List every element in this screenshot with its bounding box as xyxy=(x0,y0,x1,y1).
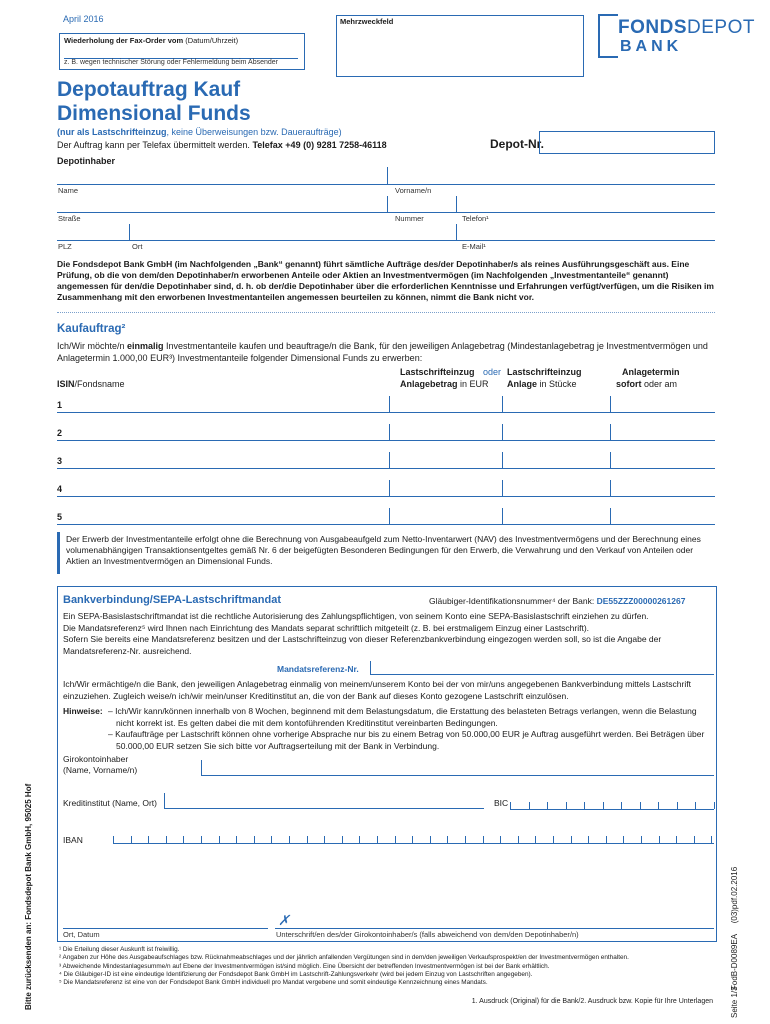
col-betrag-line2-rest: in EUR xyxy=(457,379,489,389)
name-input[interactable] xyxy=(57,168,385,184)
comb-tick xyxy=(621,802,622,809)
comb-tick xyxy=(695,802,696,809)
account-holder-label-2: (Name, Vorname/n) xyxy=(63,765,138,775)
stuecke-input[interactable] xyxy=(505,508,608,524)
bank-name-input[interactable] xyxy=(164,793,484,809)
sepa-authorization: Ich/Wir ermächtige/n die Bank, den jeweiligen Anlagebetrag einmalig von meinem/unserem Konto bei der von mir/uns angegebenen Bankverbindung mittels Lastschrift einzuziehen. Zugleich weise/n ich/wir mein/unser Kreditinstitut an, die von der Bank auf dieses Konto gezogene Lastschrift einzulösen. xyxy=(63,679,691,701)
plz-input[interactable] xyxy=(57,224,127,240)
comb-tick xyxy=(603,802,604,809)
comb-tick xyxy=(658,802,659,809)
comb-tick xyxy=(535,836,536,843)
telefon-input[interactable] xyxy=(459,196,715,212)
order-row-divider xyxy=(610,396,611,412)
comb-tick xyxy=(342,836,343,843)
comb-tick xyxy=(447,836,448,843)
ort-input[interactable] xyxy=(132,224,454,240)
creditor-id-value: DE55ZZZ00000261267 xyxy=(596,596,686,606)
hint-list xyxy=(108,706,711,752)
order-row-divider xyxy=(610,424,611,440)
order-row-line xyxy=(57,412,715,413)
comb-tick xyxy=(359,836,360,843)
page-title xyxy=(57,78,251,126)
vorname-input[interactable] xyxy=(390,168,715,184)
anlagetermin-input[interactable] xyxy=(613,480,715,496)
order-row-divider xyxy=(502,480,503,496)
depot-nr-input[interactable] xyxy=(539,131,715,154)
place-date-line[interactable] xyxy=(63,928,268,929)
sepa-p1: Ein SEPA-Basislastschriftmandat ist die rechtliche Autorisierung des Zahlungspflichtigen, von seinem Konto eine SEPA-Basislastschrift einziehen zu dürfen. xyxy=(63,611,649,621)
sepa-p3: Sofern Sie bereits eine Mandatsreferenz besitzen und der Lastschrifteinzug von dieser Referenzbankverbindung eingezogen werden soll, so ist die Angabe der Mandatsreferenz-Nr. ausreichend. xyxy=(63,634,662,656)
anlagebetrag-input[interactable] xyxy=(392,452,500,468)
col-betrag-line2-bold: Anlagebetrag xyxy=(400,379,458,389)
nummer-label: Nummer xyxy=(395,214,424,223)
depotinhaber-row1-divider xyxy=(387,167,388,184)
execution-only-disclaimer: Die Fondsdepot Bank GmbH (im Nachfolgenden „Bank“ genannt) führt sämtliche Aufträge des/der Depotinhaber/s als reines Ausführungsgeschäft aus. Eine Prüfung, ob die von dem/den Depotinhaber/n erworbenen Anteile oder Aktien an Investmentvermögen (im Nachfolgenden „Investmentanteile“ genannt) angemessen für den/die Depotinhaber sind, d. h. ob der/die Depotinhaber über die erforderlichen Kenntnisse und Erfahrungen verfügt/verfügen, um die Risiken im Zusammenhang mit den erworbenen Investmentanteilen angemessen beurteilen zu können, nimmt die Bank nicht vor. xyxy=(57,259,714,302)
comb-tick xyxy=(236,836,237,843)
comb-tick xyxy=(412,836,413,843)
intro-pre: Ich/Wir möchte/n xyxy=(57,341,128,351)
strasse-label: Straße xyxy=(58,214,81,223)
isin-input[interactable] xyxy=(70,396,386,412)
comb-tick xyxy=(566,802,567,809)
form-code: FodB-D0089EA (03)pdf.02.2016 xyxy=(730,866,739,990)
hint-label: Hinweise: xyxy=(63,706,103,716)
telefon-label: Telefon¹ xyxy=(462,214,489,223)
depotinhaber-row2-divider2 xyxy=(456,196,457,212)
footnote-2: ² Angaben zur Höhe des Ausgabeaufschlages bzw. Rücknahmeabschlages und der jährlich anfallenden Vergütungen sind in dem/den jeweiligen Verkaufsprospekt/en der Investmentvermögen enthalten. xyxy=(59,954,629,962)
sepa-p2: Die Mandatsreferenz⁵ wird Ihnen nach Einrichtung des Mandats separat schriftlich mitgeteilt (z. B. bei erstmaligem Einzug einer Lastschrift). xyxy=(63,622,590,633)
place-date-label: Ort, Datum xyxy=(63,930,100,939)
mandate-ref-input[interactable] xyxy=(370,661,714,675)
col-betrag-line1: Lastschrifteinzug xyxy=(400,367,475,377)
comb-tick xyxy=(677,802,678,809)
account-holder-label xyxy=(63,754,137,776)
order-row-number: 2 xyxy=(57,428,63,438)
col-oder: oder xyxy=(483,367,502,377)
col-isin-bold: ISIN xyxy=(57,379,75,389)
comb-tick xyxy=(324,836,325,843)
isin-input[interactable] xyxy=(70,480,386,496)
comb-tick xyxy=(166,836,167,843)
fax-repeat-label-bold: Wiederholung der Fax-Order vom xyxy=(64,36,184,45)
comb-tick xyxy=(377,836,378,843)
footnote-1: ¹ Die Erteilung dieser Auskunft ist freiwillig. xyxy=(59,946,180,953)
order-row-divider xyxy=(502,452,503,468)
comb-tick xyxy=(307,836,308,843)
plz-label: PLZ xyxy=(58,242,72,251)
anlagebetrag-input[interactable] xyxy=(392,396,500,412)
comb-tick xyxy=(201,836,202,843)
order-row-divider xyxy=(389,424,390,440)
depotinhaber-row3-divider1 xyxy=(129,224,130,240)
order-row-number: 3 xyxy=(57,456,63,466)
comb-tick xyxy=(553,836,554,843)
comb-tick xyxy=(711,836,712,843)
comb-tick xyxy=(219,836,220,843)
bic-label: BIC xyxy=(494,798,509,808)
page-number: Seite 1/3 xyxy=(730,986,739,1018)
iban-label: IBAN xyxy=(63,835,83,845)
stuecke-input[interactable] xyxy=(505,424,608,440)
logo-bracket-icon xyxy=(598,14,618,58)
stuecke-input[interactable] xyxy=(505,480,608,496)
comb-tick xyxy=(510,802,511,809)
comb-tick xyxy=(500,836,501,843)
fax-text: Der Auftrag kann per Telefax übermittelt werden. xyxy=(57,140,253,150)
account-holder-input[interactable] xyxy=(201,760,714,776)
comb-tick xyxy=(640,802,641,809)
sepa-heading: Bankverbindung/SEPA-Lastschriftmandat xyxy=(63,594,281,606)
nav-note-text: Der Erwerb der Investmentanteile erfolgt ohne die Berechnung von Ausgabeaufgeld zum Netto-Inventarwert (NAV) des Investmentvermögens und der Berechnung eines volumenabhängigen Transaktionsentgeltes gemäß Nr. 6 der beigefügten Besonderen Bedingungen für den Erwerb, die Verwahrung und den Verkauf von Anteilen oder Aktien an Investmentvermögen an Dimensional Funds. xyxy=(66,534,701,566)
comb-tick xyxy=(518,836,519,843)
comb-tick xyxy=(694,836,695,843)
name-label: Name xyxy=(58,186,79,195)
comb-tick xyxy=(254,836,255,843)
order-row-number: 4 xyxy=(57,484,63,494)
col-termin-line1: Anlagetermin xyxy=(622,367,680,377)
fax-reason-hint: z. B. wegen technischer Störung oder Fehlermeldung beim Absender xyxy=(64,59,279,66)
order-row-divider xyxy=(610,452,611,468)
comb-tick xyxy=(547,802,548,809)
comb-tick xyxy=(584,802,585,809)
intro-bold: einmalig xyxy=(127,341,164,351)
title-line1: Depotauftrag Kauf xyxy=(57,78,241,101)
divider-dotted xyxy=(57,312,715,313)
comb-tick xyxy=(641,836,642,843)
stuecke-input[interactable] xyxy=(505,396,608,412)
nummer-input[interactable] xyxy=(390,196,454,212)
nav-note-box xyxy=(57,532,717,574)
creditor-label: Gläubiger-Identifikationsnummer⁴ der Bank: xyxy=(429,596,597,606)
subtitle-bold: (nur als Lastschrifteinzug xyxy=(57,127,167,137)
comb-tick xyxy=(676,836,677,843)
title-subtitle xyxy=(57,127,342,137)
strasse-input[interactable] xyxy=(57,196,385,212)
order-row-divider xyxy=(502,424,503,440)
anlagetermin-input[interactable] xyxy=(613,508,715,524)
comb-tick xyxy=(588,836,589,843)
comb-tick xyxy=(113,836,114,843)
hint-1: – Ich/Wir kann/können innerhalb von 8 Wochen, beginnend mit dem Belastungsdatum, die Erstattung des belasteten Betrags verlangen, wenn die Belastung nicht korrekt ist. Es gelten dabei die mit dem kontoführenden Kreditinstitut vereinbarten Bedingungen. xyxy=(108,706,697,728)
order-row-divider xyxy=(389,396,390,412)
account-holder-label-1: Girokontoinhaber xyxy=(63,754,129,764)
footnote-5: ⁵ Die Mandatsreferenz ist eine von der Fondsdepot Bank GmbH individuell pro Mandat vergebene und somit eindeutige Kennzeichnung eines Mandats. xyxy=(59,979,488,987)
depotinhaber-row3-line xyxy=(57,240,715,241)
comb-tick xyxy=(529,802,530,809)
hint-2: – Kaufaufträge per Lastschrift können ohne vorherige Absprache nur bis zu einem Betrag von 50.000,00 EUR je Auftrag ausgeführt werden. Bei Beträgen über 50.000,00 EUR setzen Sie sich bitte vor Auftragserteilung mit der Bank in Verbindung. xyxy=(108,729,705,751)
isin-input[interactable] xyxy=(70,424,386,440)
isin-input[interactable] xyxy=(70,452,386,468)
anlagetermin-input[interactable] xyxy=(613,424,715,440)
email-label: E-Mail¹ xyxy=(462,242,486,251)
order-row-number: 5 xyxy=(57,512,63,522)
comb-tick xyxy=(571,836,572,843)
depot-nr-label: Depot-Nr. xyxy=(490,137,544,151)
kaufauftrag-intro xyxy=(57,340,717,364)
mehrzweckfeld-box[interactable] xyxy=(336,15,584,77)
isin-input[interactable] xyxy=(70,508,386,524)
depotinhaber-heading: Depotinhaber xyxy=(57,156,116,166)
col-termin-line2-rest: oder am xyxy=(641,379,678,389)
order-row-line xyxy=(57,440,715,441)
fax-info xyxy=(57,140,387,150)
order-row-divider xyxy=(389,452,390,468)
order-row-line xyxy=(57,496,715,497)
anlagebetrag-input[interactable] xyxy=(392,508,500,524)
comb-tick xyxy=(606,836,607,843)
comb-tick xyxy=(289,836,290,843)
col-stuecke-line1: Lastschrifteinzug xyxy=(507,367,582,377)
logo-bank: BANK xyxy=(620,38,683,55)
bic-input[interactable] xyxy=(510,795,714,810)
comb-tick xyxy=(395,836,396,843)
order-row-divider xyxy=(502,396,503,412)
depotinhaber-row2-line xyxy=(57,212,715,213)
sepa-paragraphs xyxy=(63,611,711,657)
logo-fonds: FONDS xyxy=(618,17,687,38)
col-isin-rest: /Fondsname xyxy=(74,379,125,389)
return-address: Bitte zurücksenden an: Fondsdepot Bank GmbH, 95025 Hof xyxy=(24,783,33,1010)
intro-post: Investmentanteile kaufen und beauftrage/n die Bank, für den jeweiligen Anlagebetrag (Mindestanlagebetrag je Investmentvermögen und Anlagetermin 1.000,00 EUR³) Investmentanteile folgender Dimensional Funds zu erwerben: xyxy=(57,341,708,363)
signature-label: Unterschrift/en des/der Girokontoinhaber/s (falls abweichend von dem/den Depotinhaber/n) xyxy=(276,930,579,939)
fax-repeat-label-rest: (Datum/Uhrzeit) xyxy=(183,36,239,45)
footnote-3: ³ Abweichende Mindestanlagesumme/n auf Ebene der Investmentvermögen ist/sind möglich. Eine Übersicht der betreffenden Investmentvermögen ist bei der Bank erhältlich. xyxy=(59,962,550,970)
comb-tick xyxy=(714,802,715,809)
creditor-id xyxy=(429,596,685,606)
vorname-label: Vorname/n xyxy=(395,186,432,195)
comb-tick xyxy=(483,836,484,843)
fax-repeat-label xyxy=(64,36,238,45)
col-stuecke-line2-rest: in Stücke xyxy=(537,379,577,389)
order-row-divider xyxy=(389,508,390,524)
anlagebetrag-input[interactable] xyxy=(392,480,500,496)
depotinhaber-row3-divider2 xyxy=(456,224,457,240)
order-row-line xyxy=(57,468,715,469)
mehrzweckfeld-label: Mehrzweckfeld xyxy=(340,17,394,26)
anlagetermin-input[interactable] xyxy=(613,452,715,468)
comb-tick xyxy=(183,836,184,843)
logo-wordmark xyxy=(618,17,755,39)
title-line2: Dimensional Funds xyxy=(57,102,251,125)
order-row-divider xyxy=(502,508,503,524)
comb-tick xyxy=(131,836,132,843)
footnotes xyxy=(59,946,719,987)
order-row-divider xyxy=(389,480,390,496)
signature-line[interactable] xyxy=(275,928,714,929)
anlagebetrag-input[interactable] xyxy=(392,424,500,440)
order-row-line xyxy=(57,524,715,525)
col-betrag-header xyxy=(400,366,501,390)
anlagetermin-input[interactable] xyxy=(613,396,715,412)
logo-depot: DEPOT xyxy=(687,17,755,38)
ort-label: Ort xyxy=(132,242,143,251)
sign-here-icon: ✗ xyxy=(278,912,290,928)
order-row-number: 1 xyxy=(57,400,63,410)
mandate-ref-label: Mandatsreferenz-Nr. xyxy=(277,664,359,674)
form-date: April 2016 xyxy=(63,14,104,24)
comb-tick xyxy=(148,836,149,843)
order-row-divider xyxy=(610,480,611,496)
fondsdepot-bank-logo xyxy=(598,14,755,60)
fax-number: Telefax +49 (0) 9281 7258-46118 xyxy=(252,140,387,150)
col-isin-header xyxy=(57,378,125,390)
kaufauftrag-heading: Kaufauftrag² xyxy=(57,323,126,335)
copy-note: 1. Ausdruck (Original) für die Bank/2. Ausdruck bzw. Kopie für Ihre Unterlagen xyxy=(471,998,713,1005)
col-stuecke-header xyxy=(507,366,582,390)
comb-tick xyxy=(623,836,624,843)
comb-tick xyxy=(465,836,466,843)
stuecke-input[interactable] xyxy=(505,452,608,468)
comb-tick xyxy=(271,836,272,843)
email-input[interactable] xyxy=(459,224,715,240)
depotinhaber-row2-divider1 xyxy=(387,196,388,212)
col-stuecke-line2-bold: Anlage xyxy=(507,379,538,389)
fax-repeat-input[interactable] xyxy=(64,49,298,59)
depotinhaber-row1-line xyxy=(57,184,715,185)
subtitle-rest: , keine Überweisungen bzw. Daueraufträge) xyxy=(166,127,342,137)
fax-repeat-box xyxy=(59,33,305,70)
col-termin-line2-bold: sofort xyxy=(616,379,642,389)
bank-label: Kreditinstitut (Name, Ort) xyxy=(63,798,157,808)
footnote-4: ⁴ Die Gläubiger-ID ist eine eindeutige Identifizierung der Fondsdepot Bank GmbH im Lastschrift-Zahlungsverkehr (wird bei jedem Einzug von Lastschriften angegeben). xyxy=(59,970,533,978)
comb-tick xyxy=(430,836,431,843)
comb-tick xyxy=(659,836,660,843)
order-row-divider xyxy=(610,508,611,524)
col-termin-header xyxy=(616,366,680,390)
